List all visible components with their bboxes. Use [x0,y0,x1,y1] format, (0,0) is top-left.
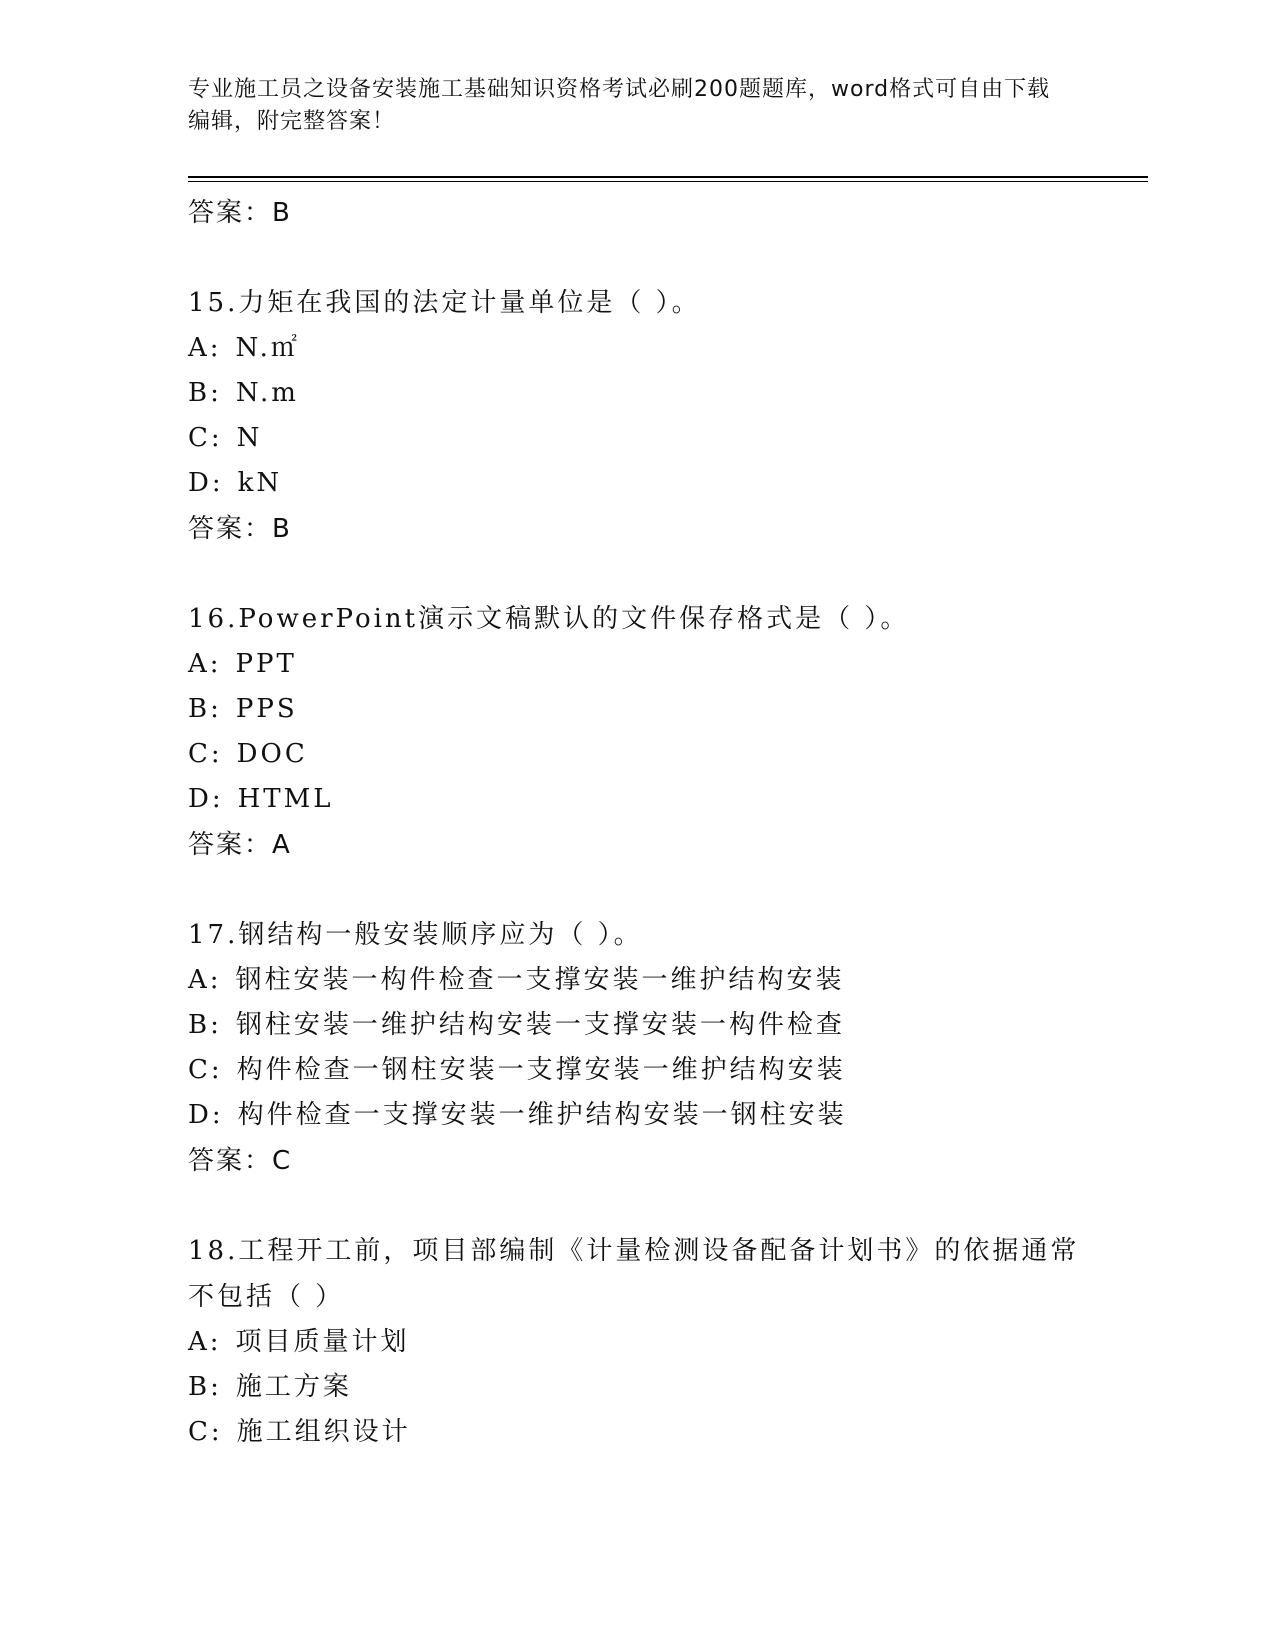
option-text: 钢柱安装一维护结构安装一支撑安装一构件检查 [235,1010,845,1040]
document-header [188,74,1068,138]
option-key: D: [188,784,224,814]
option-key: D: [188,1100,224,1130]
answer-line: 答案：B [188,198,292,228]
option-c [188,1410,1088,1455]
option-text: N.m [235,378,299,408]
option-key: C: [188,1417,223,1447]
question-block [188,280,1088,552]
option-key: A: [188,1327,222,1357]
header-title: 专业施工员之设备安装施工基础知识资格考试必刷200题题库，word格式可自由下载编辑，附完整答案！ [188,77,1051,134]
option-key: B: [188,1372,222,1402]
option-text: PPT [235,649,297,679]
header-rule-thin [188,181,1148,182]
option-d [188,1093,1088,1138]
option-key: B: [188,694,222,724]
option-a [188,326,1088,371]
option-key: C: [188,423,223,453]
option-key: C: [188,739,223,769]
option-text: 施工组织设计 [236,1417,411,1447]
option-b [188,1365,1088,1410]
option-b [188,687,1088,732]
option-text: DOC [236,739,308,769]
option-key: C: [188,1055,223,1085]
option-a [188,1320,1088,1365]
option-text: 构件检查一钢柱安装一支撑安装一维护结构安装 [236,1055,846,1085]
option-b [188,371,1088,416]
option-text: HTML [237,784,334,814]
option-key: A: [188,965,222,995]
question-text: 15.力矩在我国的法定计量单位是（ ）。 [188,288,701,318]
question-block [188,596,1088,868]
option-text: 项目质量计划 [235,1327,410,1357]
question-text: 16.PowerPoint演示文稿默认的文件保存格式是（ ）。 [188,604,910,634]
option-text: kN [237,468,283,498]
header-rule-thick [188,176,1148,178]
option-text: PPS [235,694,298,724]
question-text: 18.工程开工前，项目部编制《计量检测设备配备计划书》的依据通常不包括（ ） [188,1236,1080,1312]
option-text: N.㎡ [235,333,300,363]
option-text: 施工方案 [235,1372,352,1402]
option-key: A: [188,649,222,679]
option-c [188,416,1088,461]
option-b [188,1003,1088,1048]
option-d [188,461,1088,506]
spacer [188,1184,1088,1228]
answer-line: 答案：C [188,1146,293,1176]
answer-line: 答案：A [188,830,292,860]
question-block [188,912,1088,1184]
option-text: 构件检查一支撑安装一维护结构安装一钢柱安装 [237,1100,847,1130]
option-a [188,642,1088,687]
option-key: B: [188,1010,222,1040]
option-key: D: [188,468,224,498]
spacer [188,236,1088,280]
option-c [188,732,1088,777]
option-d [188,777,1088,822]
option-text: N [236,423,263,453]
option-key: A: [188,333,222,363]
question-list [188,190,1088,1455]
spacer [188,552,1088,596]
option-c [188,1048,1088,1093]
question-text: 17.钢结构一般安装顺序应为（ ）。 [188,920,643,950]
question-block [188,1228,1088,1455]
option-key: B: [188,378,222,408]
spacer [188,868,1088,912]
option-text: 钢柱安装一构件检查一支撑安装一维护结构安装 [235,965,845,995]
option-a [188,958,1088,1003]
answer-line: 答案：B [188,514,292,544]
